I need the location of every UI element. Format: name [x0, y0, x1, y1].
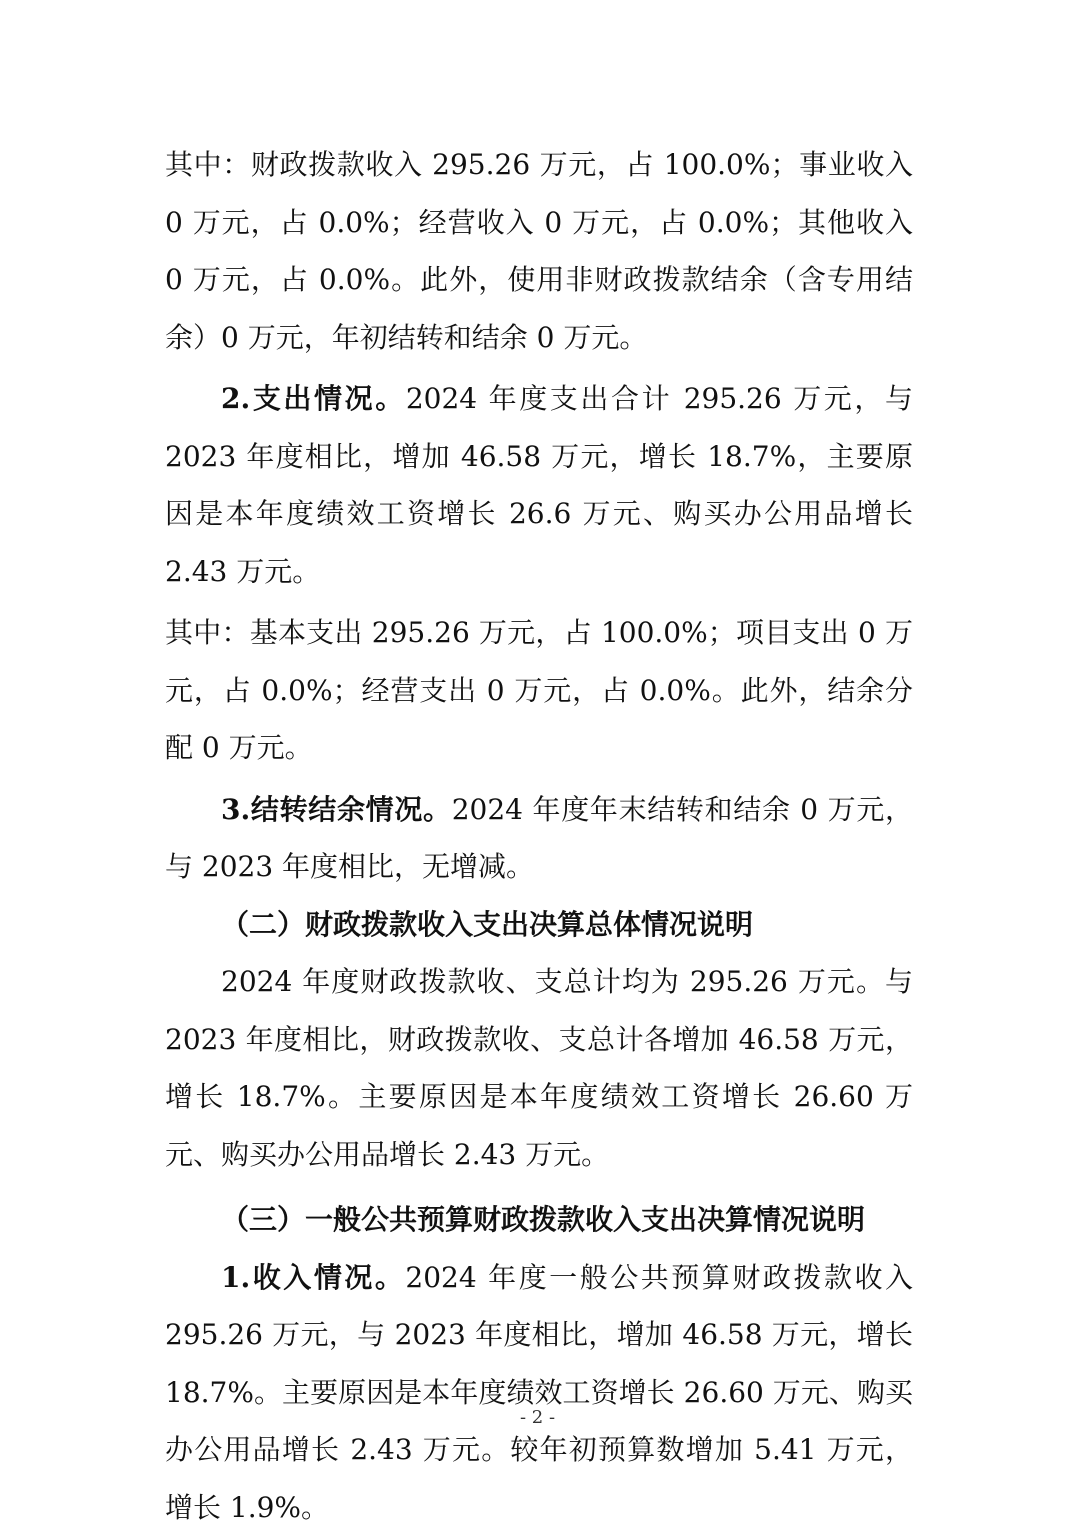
- paragraph-section-2: [165, 953, 913, 1183]
- paragraph-section-3-income: [165, 1249, 913, 1536]
- paragraph-text: 2024 年度年末结转和结余 0 万元，与 2023 年度相比，无增减。: [165, 793, 913, 884]
- paragraph-expenditure-breakdown: [165, 604, 913, 777]
- document-body: [165, 136, 913, 1536]
- paragraph-lead: 2.支出情况。: [221, 382, 406, 415]
- page-number: - 2 -: [0, 1407, 1075, 1428]
- section-heading-2: （二）财政拨款收入支出决算总体情况说明: [165, 896, 913, 954]
- paragraph-text: 其中：财政拨款收入 295.26 万元，占 100.0%；事业收入 0 万元，占 0.0%；经营收入 0 万元，占 0.0%；其他收入 0 万元，占 0.0%。此外，使用非财政拨款结余（含专用结余）0 万元，年初结转和结余 0 万元。: [165, 148, 913, 354]
- paragraph-expenditure: [165, 370, 913, 600]
- paragraph-text: 2024 年度一般公共预算财政拨款收入 295.26 万元，与 2023 年度相比，增加 46.58 万元，增长 18.7%。主要原因是本年度绩效工资增长 26.60 万元、购买办公用品增长 2.43 万元。较年初预算数增加 5.41 万元，增长 1.9%。: [165, 1261, 913, 1524]
- paragraph-text: 2024 年度财政拨款收、支总计均为 295.26 万元。与 2023 年度相比，财政拨款收、支总计各增加 46.58 万元，增长 18.7%。主要原因是本年度绩效工资增长 26.60 万元、购买办公用品增长 2.43 万元。: [165, 965, 913, 1171]
- paragraph-carryover: [165, 781, 913, 896]
- paragraph-income-breakdown: [165, 136, 913, 366]
- paragraph-text: 2024 年度支出合计 295.26 万元，与 2023 年度相比，增加 46.58 万元，增长 18.7%，主要原因是本年度绩效工资增长 26.6 万元、购买办公用品增长 2.43 万元。: [165, 382, 913, 588]
- paragraph-lead: 1.收入情况。: [221, 1261, 405, 1294]
- paragraph-text: 其中：基本支出 295.26 万元，占 100.0%；项目支出 0 万元，占 0.0%；经营支出 0 万元，占 0.0%。此外，结余分配 0 万元。: [165, 616, 913, 764]
- paragraph-lead: 3.结转结余情况。: [221, 793, 452, 826]
- section-heading-3: （三）一般公共预算财政拨款收入支出决算情况说明: [165, 1191, 913, 1249]
